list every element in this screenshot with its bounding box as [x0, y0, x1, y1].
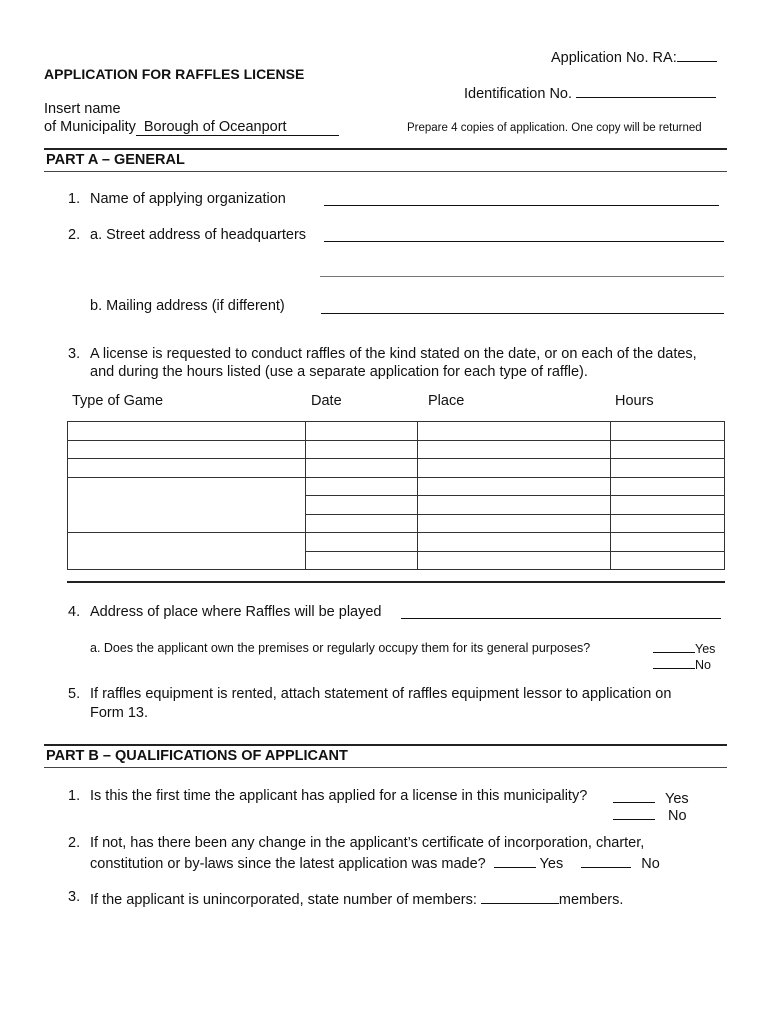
date-cell[interactable] — [305, 551, 418, 570]
part-a-q1-number: 1. — [68, 191, 81, 207]
municipality-label: of Municipality — [44, 119, 136, 135]
date-cell[interactable] — [305, 440, 418, 459]
hours-cell[interactable] — [611, 533, 725, 552]
part-a-bottom-rule — [44, 171, 727, 172]
place-cell[interactable] — [418, 422, 611, 441]
raffle-schedule-table — [67, 421, 725, 570]
street-address-input-line-2[interactable] — [320, 276, 724, 277]
part-a-q2b-label: b. Mailing address (if different) — [90, 298, 285, 314]
part-b-bottom-rule — [44, 767, 727, 768]
place-cell[interactable] — [418, 551, 611, 570]
part-a-q3-line2: and during the hours listed (use a separate application for each type of raffle). — [90, 364, 588, 380]
application-number-field — [551, 47, 717, 66]
municipality-field — [44, 119, 339, 136]
date-cell[interactable] — [305, 514, 418, 533]
part-b-q1-label: Is this the first time the applicant has applied for a license in this municipality? — [90, 788, 588, 804]
mailing-address-input[interactable] — [321, 313, 724, 314]
hours-cell[interactable] — [611, 514, 725, 533]
table-row — [68, 440, 725, 459]
part-a-q3-line1: A license is requested to conduct raffles of the kind stated on the date, or on each of the dates, — [90, 346, 697, 362]
part-b-q2-line1: If not, has there been any change in the applicant’s certificate of incorporation, charter, — [90, 835, 645, 851]
q4a-yes-input[interactable] — [653, 641, 695, 653]
place-cell[interactable] — [418, 514, 611, 533]
part-a-q1-label: Name of applying organization — [90, 191, 286, 207]
identification-number-label: Identification No. — [464, 86, 573, 102]
type-of-game-cell[interactable] — [68, 459, 306, 478]
raffle-place-address-input[interactable] — [401, 618, 721, 619]
date-cell[interactable] — [305, 477, 418, 496]
type-of-game-cell[interactable] — [68, 440, 306, 459]
part-b-q3-suffix: members. — [558, 892, 624, 908]
part-a-q5-line1: If raffles equipment is rented, attach statement of raffles equipment lessor to application on — [90, 686, 672, 702]
part-b-q1-number: 1. — [68, 788, 81, 804]
table-row — [68, 422, 725, 441]
header-hours: Hours — [615, 393, 654, 409]
part-b-q3-line — [90, 889, 623, 908]
part-a-q2a-label: a. Street address of headquarters — [90, 227, 307, 243]
insert-name-label: Insert name — [44, 101, 121, 117]
part-b-q2-number: 2. — [68, 835, 81, 851]
copies-note: Prepare 4 copies of application. One copy will be returned — [407, 122, 702, 134]
hours-cell[interactable] — [611, 422, 725, 441]
part-a-q5-line2: Form 13. — [90, 705, 149, 721]
q4a-yes-option — [653, 641, 715, 656]
identification-number-field — [464, 83, 716, 102]
place-cell[interactable] — [418, 440, 611, 459]
header-date: Date — [311, 393, 342, 409]
street-address-input[interactable] — [324, 241, 724, 242]
part-b-q2-line2-text: constitution or by-laws since the latest application was made? — [90, 856, 486, 872]
part-a-top-rule — [44, 148, 727, 150]
hours-cell[interactable] — [611, 551, 725, 570]
date-cell[interactable] — [305, 496, 418, 515]
place-cell[interactable] — [418, 459, 611, 478]
part-a-q4-label: Address of place where Raffles will be played — [90, 604, 382, 620]
hours-cell[interactable] — [611, 459, 725, 478]
part-a-q4a-label: a. Does the applicant own the premises or regularly occupy them for its general purposes? — [90, 641, 591, 655]
place-cell[interactable] — [418, 496, 611, 515]
date-cell[interactable] — [305, 533, 418, 552]
q4a-no-label: No — [695, 658, 711, 672]
header-type-of-game: Type of Game — [72, 393, 164, 409]
pb-q1-no-option — [613, 805, 687, 824]
q4a-no-option — [653, 657, 711, 672]
date-cell[interactable] — [305, 459, 418, 478]
part-a-q2-number: 2. — [68, 227, 81, 243]
part-a-q5-number: 5. — [68, 686, 81, 702]
pb-q2-yes-input[interactable] — [494, 853, 536, 868]
table-row — [68, 459, 725, 478]
date-cell[interactable] — [305, 422, 418, 441]
part-b-q3-number: 3. — [68, 889, 81, 905]
application-number-label: Application No. RA: — [551, 50, 677, 66]
place-cell[interactable] — [418, 477, 611, 496]
municipality-value[interactable]: Borough of Oceanport — [136, 119, 339, 136]
application-number-input[interactable] — [677, 47, 717, 62]
part-b-heading: PART B – QUALIFICATIONS OF APPLICANT — [46, 748, 348, 764]
part-a-q4-number: 4. — [68, 604, 81, 620]
header-place: Place — [428, 393, 465, 409]
table-row — [68, 533, 725, 552]
pb-q1-yes-label: Yes — [665, 791, 689, 807]
type-of-game-cell[interactable] — [68, 477, 306, 533]
hours-cell[interactable] — [611, 496, 725, 515]
identification-number-input[interactable] — [576, 83, 716, 98]
part-a-q3-number: 3. — [68, 346, 81, 362]
type-of-game-cell[interactable] — [68, 533, 306, 570]
place-cell[interactable] — [418, 533, 611, 552]
pb-q2-yes-label: Yes — [539, 856, 564, 872]
pb-q1-no-label: No — [668, 808, 687, 824]
members-count-input[interactable] — [481, 889, 559, 904]
type-of-game-cell[interactable] — [68, 422, 306, 441]
q4a-no-input[interactable] — [653, 657, 695, 669]
part-b-q3-label: If the applicant is unincorporated, state number of members: — [90, 892, 477, 908]
part-b-top-rule — [44, 744, 727, 746]
part-a-heading: PART A – GENERAL — [46, 152, 185, 168]
part-b-q2-line2 — [90, 853, 660, 872]
organization-name-input[interactable] — [324, 205, 719, 206]
q4a-yes-label: Yes — [695, 642, 716, 656]
pb-q2-no-label: No — [641, 856, 660, 872]
hours-cell[interactable] — [611, 477, 725, 496]
pb-q1-no-input[interactable] — [613, 805, 655, 820]
pb-q1-yes-input[interactable] — [613, 788, 655, 803]
pb-q2-no-input[interactable] — [581, 853, 631, 868]
form-title: APPLICATION FOR RAFFLES LICENSE — [44, 66, 305, 82]
table-bottom-rule — [67, 581, 725, 583]
hours-cell[interactable] — [611, 440, 725, 459]
table-row — [68, 477, 725, 496]
